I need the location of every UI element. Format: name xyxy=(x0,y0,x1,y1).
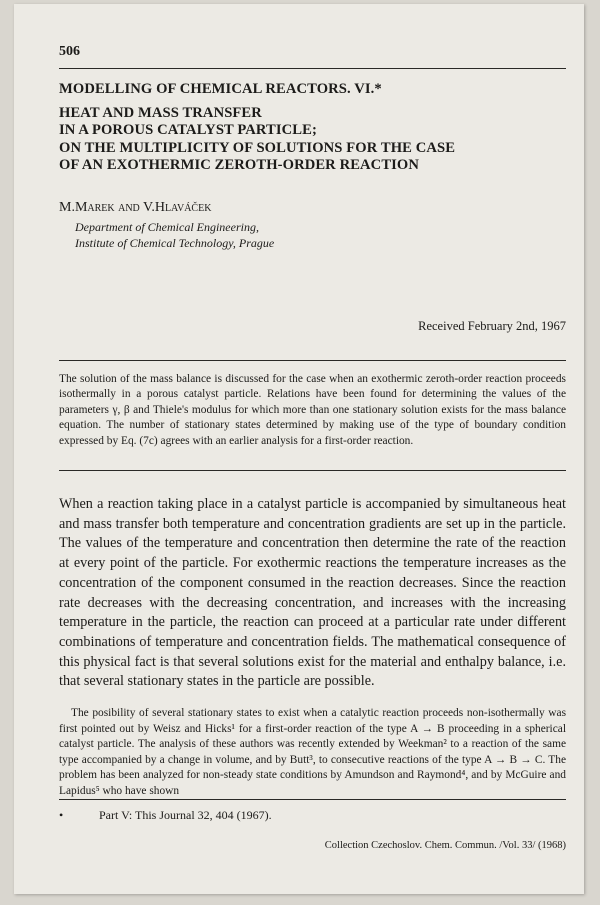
abstract-bottom-rule xyxy=(59,470,566,471)
received-date: Received February 2nd, 1967 xyxy=(418,319,566,333)
footnote xyxy=(59,808,272,823)
title-line: ON THE MULTIPLICITY OF SOLUTIONS FOR THE CASE xyxy=(59,139,456,156)
body-paragraph: The posibility of several stationary states to exist when a catalytic reaction proceeds non-isothermally was first pointed out by Weisz and Hicks¹ for a first-order reaction of the type A → B proceeding in a spherical catalyst particle. The analysis of these authors was recently extended by Weekman² to a reaction of the same type accompanied by a change in volume, and by Butt³, to consecutive reactions of the type A → B → C. The problem has been analyzed for non-steady state conditions by Amundson and Raymond⁴, and by McGuire and Lapidus⁵ who have shown xyxy=(59,707,566,797)
body-section xyxy=(59,495,566,692)
abstract xyxy=(59,372,566,449)
footnote-marker: • xyxy=(59,808,64,822)
title-line: OF AN EXOTHERMIC ZEROTH-ORDER REACTION xyxy=(59,157,420,174)
abstract-text: The solution of the mass balance is discussed for the case when an exothermic zeroth-order reaction proceeds isothermally in a porous catalyst particle. Relations have been found for determining the values of the parameters γ, β and Thiele's modulus for which more than one stationary solution exists for the mass balance equation. The number of stationary states determined by making use of the type of boundary condition expressed by Eq. (7c) agrees with an earlier analysis for a first-order reaction. xyxy=(59,373,566,447)
article-title xyxy=(59,81,559,175)
header-rule xyxy=(59,68,566,69)
title-line: IN A POROUS CATALYST PARTICLE; xyxy=(59,122,317,139)
journal-footer: Collection Czechoslov. Chem. Commun. /Vol. 33/ (1968) xyxy=(324,840,566,851)
affiliation-line: Department of Chemical Engineering, xyxy=(75,220,259,234)
title-line: HEAT AND MASS TRANSFER xyxy=(59,104,262,121)
authors: M.Marek and V.Hlaváček xyxy=(59,200,212,215)
footnote-text: Part V: This Journal 32, 404 (1967). xyxy=(99,808,272,822)
page-number: 506 xyxy=(59,44,80,59)
footnote-rule xyxy=(59,799,566,800)
affiliation-line: Institute of Chemical Technology, Prague xyxy=(75,235,275,250)
affiliation xyxy=(75,220,274,251)
journal-page xyxy=(14,4,584,894)
abstract-top-rule xyxy=(59,360,566,361)
body-paragraph: When a reaction taking place in a catalyst particle is accompanied by simultaneous heat and mass transfer both temperature and concentration gradients are set up in the particle. The values of the temperature and concentration then determine the rate of the reaction at every point of the particle. For exothermic reactions the temperature increases as the concentration of the component consumed in the reaction decreases. Since the reaction rate decreases with the decreasing concentration, and increases with the increasing temperature in the particle, the reaction can proceed at a particular rate under different combinations of temperature and concentration fields. The mathematical consequence of this physical fact is that several solutions exist for the material and enthalpy balance, i.e. that several stationary states in the particle are possible. xyxy=(59,496,566,690)
series-title: MODELLING OF CHEMICAL REACTORS. VI.* xyxy=(59,81,382,97)
body-section-small xyxy=(59,706,566,799)
